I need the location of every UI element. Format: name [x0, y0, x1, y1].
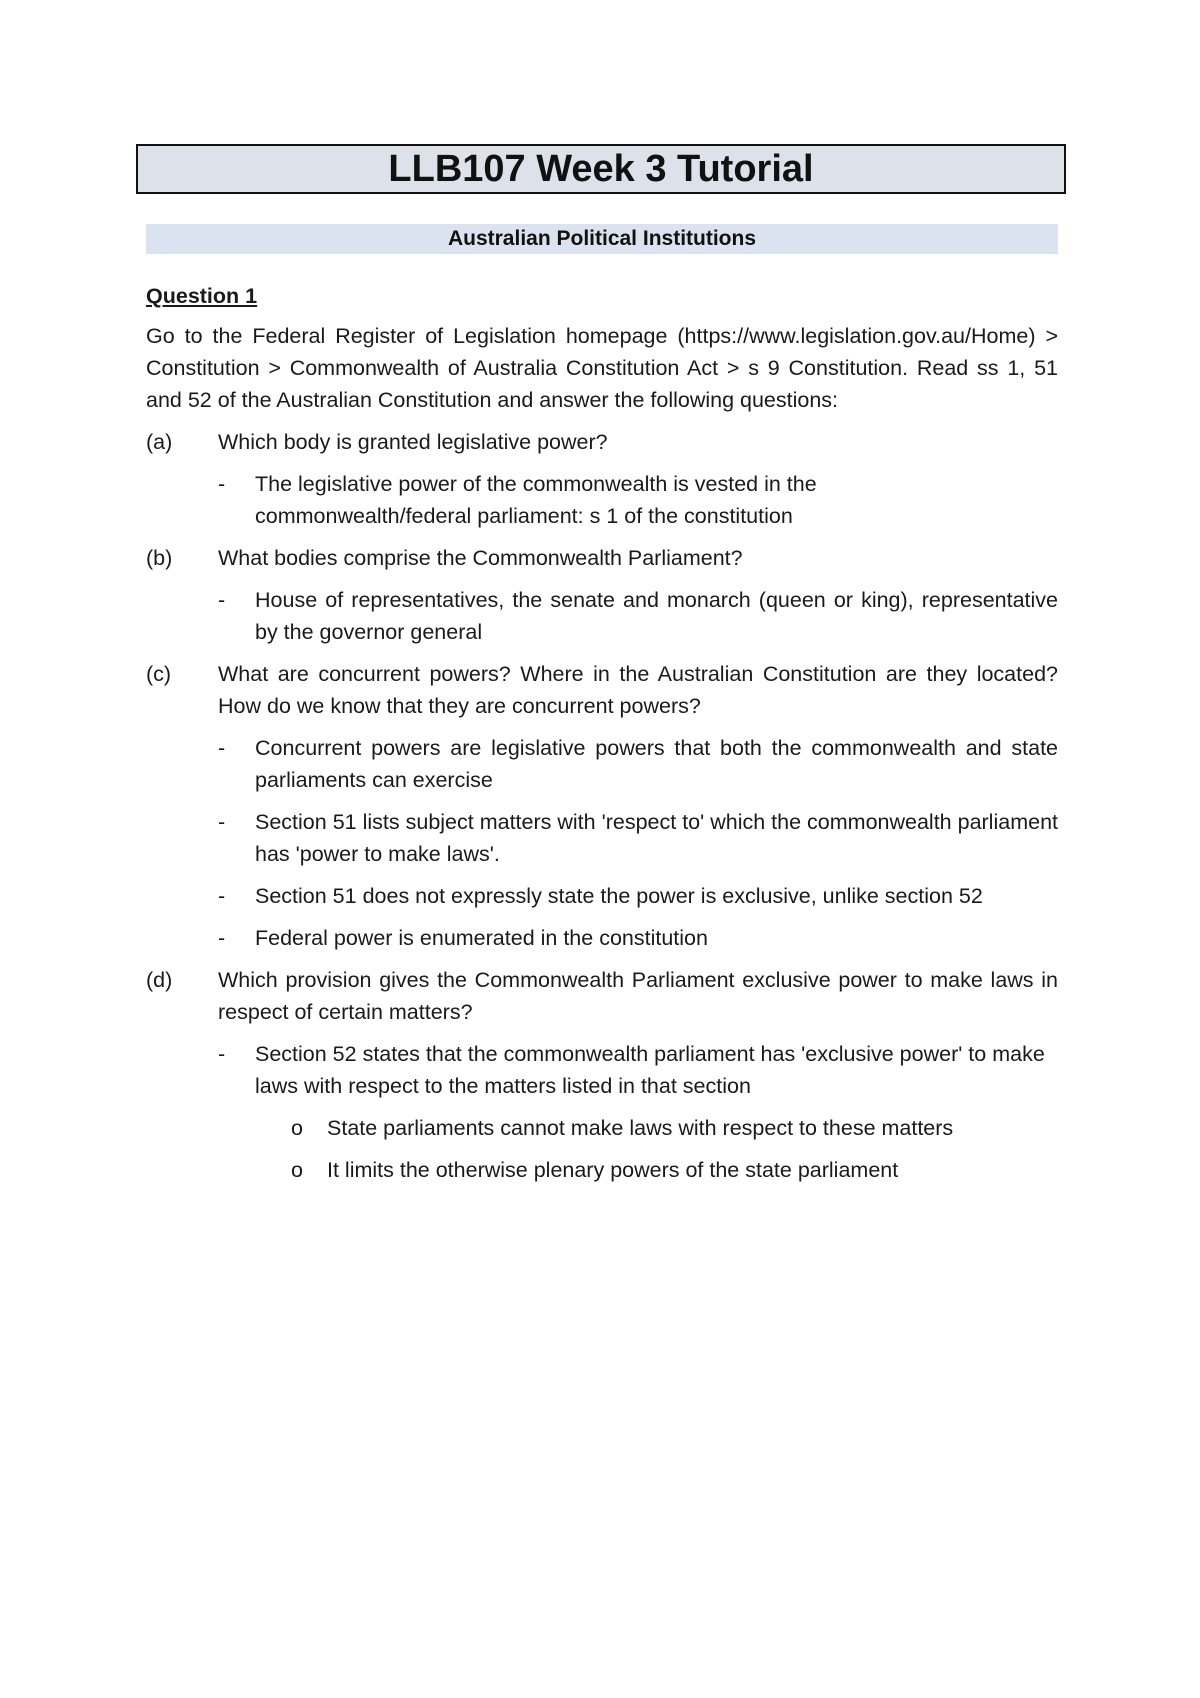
dash-marker: -	[218, 926, 226, 950]
answer-bullet	[218, 806, 1058, 870]
question-intro: Go to the Federal Register of Legislation homepage (https://www.legislation.gov.au/Home) > Constitution > Commonwealth of Australia Constitution Act > s 9 Constitution. Read ss 1, 51 and 52 of the Australian Constitution and answer the following questions:	[146, 324, 1058, 412]
answer-text: House of representatives, the senate and monarch (queen or king), representative by the governor general	[255, 588, 1058, 644]
sub-answer-text: State parliaments cannot make laws with respect to these matters	[327, 1116, 954, 1140]
answer-bullet	[218, 880, 1058, 912]
question-item-c	[146, 658, 1058, 722]
dash-marker: -	[218, 1042, 226, 1066]
sub-answer-bullet	[291, 1154, 1058, 1186]
document-title: LLB107 Week 3 Tutorial	[136, 144, 1066, 194]
answer-text: Section 51 lists subject matters with 'respect to' which the commonwealth parliament has 'power to make laws'.	[255, 810, 1058, 866]
document-subtitle: Australian Political Institutions	[146, 224, 1058, 254]
circle-bullet-icon: o	[291, 1116, 303, 1140]
question-text: Which body is granted legislative power?	[218, 430, 608, 454]
dash-marker: -	[218, 810, 226, 834]
sub-answer-text: It limits the otherwise plenary powers of the state parliament	[327, 1158, 899, 1182]
answer-bullet	[218, 922, 1058, 954]
question-item-d	[146, 964, 1058, 1028]
answer-bullet	[218, 732, 1058, 796]
question-letter: (a)	[146, 430, 173, 454]
sub-answer-bullet	[291, 1112, 1058, 1144]
question-text: What bodies comprise the Commonwealth Parliament?	[218, 546, 743, 570]
answer-text: Section 52 states that the commonwealth parliament has 'exclusive power' to make laws with respect to the matters listed in that section	[255, 1042, 1045, 1098]
question-text: Which provision gives the Commonwealth Parliament exclusive power to make laws in respect of certain matters?	[218, 968, 1058, 1024]
answer-text: Concurrent powers are legislative powers that both the commonwealth and state parliaments can exercise	[255, 736, 1058, 792]
document-content	[146, 280, 1058, 1196]
question-heading: Question 1	[146, 284, 258, 308]
dash-marker: -	[218, 736, 226, 760]
answer-text: The legislative power of the commonwealth is vested in the commonwealth/federal parliament: s 1 of the constitution	[255, 472, 817, 528]
question-item-b	[146, 542, 1058, 574]
dash-marker: -	[218, 884, 226, 908]
question-letter: (b)	[146, 546, 173, 570]
question-item-a	[146, 426, 1058, 458]
circle-bullet-icon: o	[291, 1158, 303, 1182]
answer-bullet	[218, 584, 1058, 648]
question-text: What are concurrent powers? Where in the Australian Constitution are they located? How do we know that they are concurrent powers?	[218, 662, 1058, 718]
question-letter: (d)	[146, 968, 173, 992]
answer-text: Section 51 does not expressly state the power is exclusive, unlike section 52	[255, 884, 983, 908]
answer-bullet	[218, 468, 1058, 532]
dash-marker: -	[218, 472, 226, 496]
answer-text: Federal power is enumerated in the constitution	[255, 926, 708, 950]
question-letter: (c)	[146, 662, 172, 686]
answer-bullet	[218, 1038, 1058, 1102]
dash-marker: -	[218, 588, 226, 612]
